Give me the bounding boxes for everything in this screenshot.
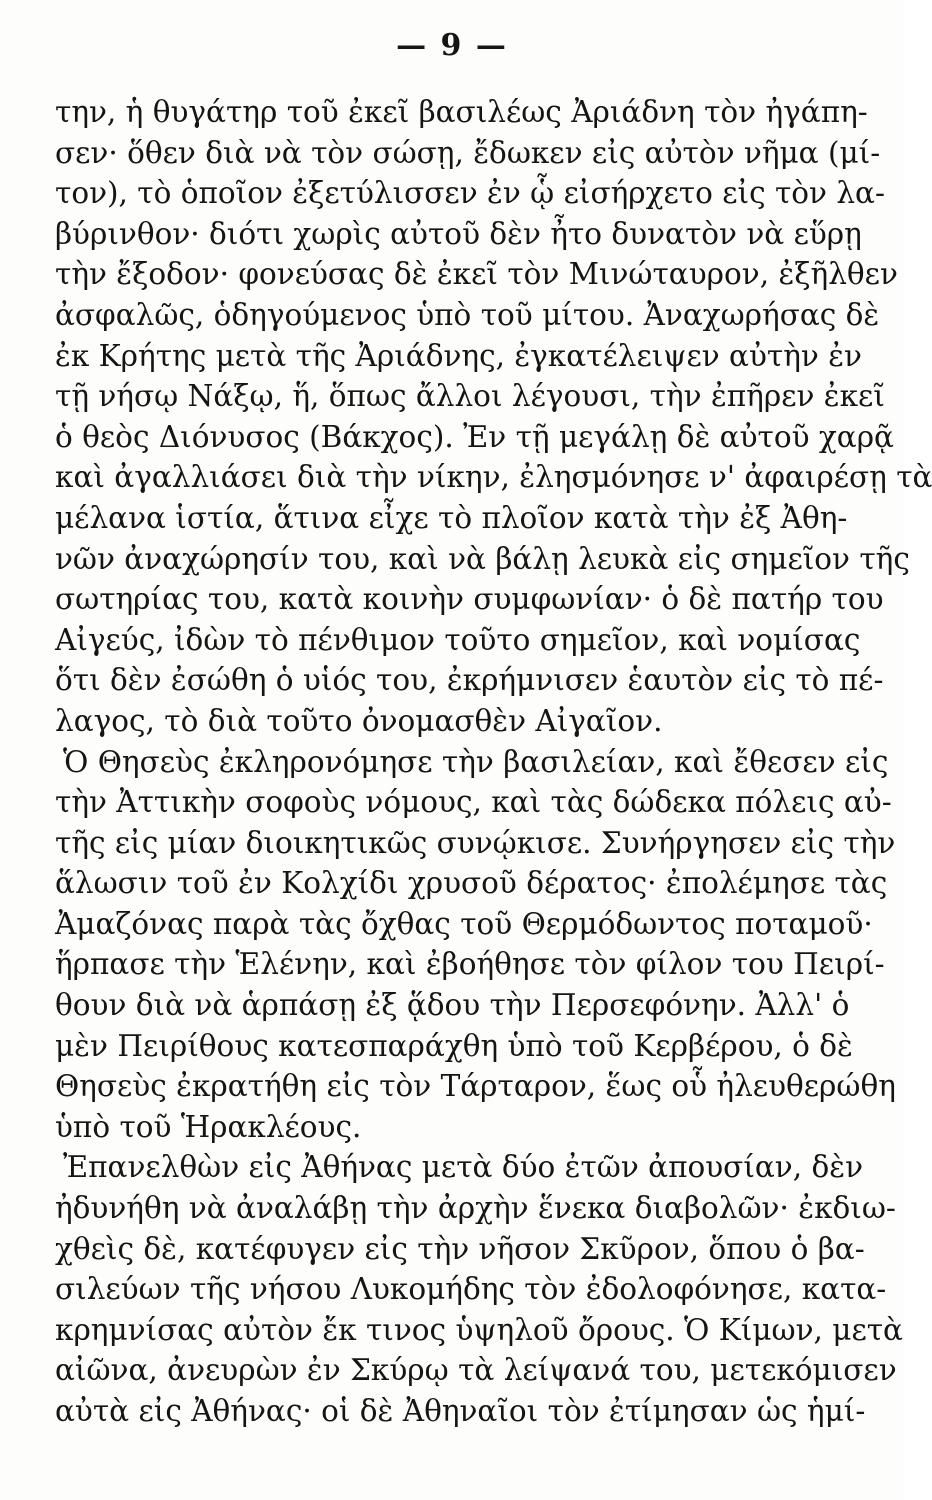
text-line: χθεὶς δὲ, κατέφυγεν εἰς τὴν νῆσον Σκῦρον, ὅπου ὁ βα-	[55, 1231, 865, 1266]
page-number: — 9 —	[396, 28, 508, 63]
text-line: νῶν ἀναχώρησίν του, καὶ νὰ βάλῃ λευκὰ εἰς σημεῖον τῆς	[55, 541, 910, 576]
paragraph-theseus-reign	[55, 742, 896, 1148]
text-line: τῇ νήσῳ Νάξῳ, ἥ, ὅπως ἄλλοι λέγουσι, τὴν ἐπῆρεν ἐκεῖ	[55, 379, 885, 414]
text-line: θουν διὰ νὰ ἁρπάσῃ ἐξ ᾅδου τὴν Περσεφόνην. Ἀλλ' ὁ	[55, 988, 850, 1023]
text-line: ἠδυνήθη νὰ ἀναλάβῃ τὴν ἀρχὴν ἕνεκα διαβολῶν· ἐκδιω-	[55, 1191, 896, 1226]
text-line: ἅλωσιν τοῦ ἐν Κολχίδι χρυσοῦ δέρατος· ἐπολέμησε τὰς	[55, 866, 888, 901]
paragraph-theseus-exile	[55, 1147, 903, 1431]
text-line: την, ἡ θυγάτηρ τοῦ ἐκεῖ βασιλέως Ἀριάδνη τὸν ἠγάπη-	[55, 95, 868, 129]
text-line: τῆς εἰς μίαν διοικητικῶς συνῴκισε. Συνήργησεν εἰς τὴν	[55, 825, 896, 860]
text-line: λαγος, τὸ διὰ τοῦτο ὀνομασθὲν Αἰγαῖον.	[55, 703, 663, 738]
text-line: τὴν ἔξοδον· φονεύσας δὲ ἐκεῖ τὸν Μινώταυρον, ἐξῆλθεν	[55, 257, 898, 292]
text-line: Ἐπανελθὼν εἰς Ἀθήνας μετὰ δύο ἐτῶν ἀπουσίαν, δὲν	[63, 1150, 864, 1185]
text-line: αὐτὰ εἰς Ἀθήνας· οἱ δὲ Ἀθηναῖοι τὸν ἐτίμησαν ὡς ἡμί-	[55, 1394, 866, 1428]
text-line: Αἰγεύς, ἰδὼν τὸ πένθιμον τοῦτο σημεῖον, καὶ νομίσας	[55, 622, 861, 657]
text-line: ὑπὸ τοῦ Ἡρακλέους.	[55, 1109, 362, 1144]
text-line: σιλεύων τῆς νήσου Λυκομήδης τὸν ἐδολοφόνησε, κατα-	[55, 1272, 887, 1307]
text-line: Ὁ Θησεὺς ἐκληρονόμησε τὴν βασιλείαν, καὶ ἔθεσεν εἰς	[63, 744, 889, 779]
text-line: τὴν Ἀττικὴν σοφοὺς νόμους, καὶ τὰς δώδεκα πόλεις αὐ-	[55, 785, 892, 820]
text-line: βύρινθον· διότι χωρὶς αὐτοῦ δὲν ἦτο δυνατὸν νὰ εὕρῃ	[55, 216, 862, 251]
text-line: Ἀμαζόνας παρὰ τὰς ὄχθας τοῦ Θερμόδωντος ποταμοῦ·	[55, 906, 873, 941]
text-line: κρημνίσας αὐτὸν ἔκ τινος ὑψηλοῦ ὄρους. Ὁ Κίμων, μετὰ	[55, 1312, 903, 1347]
paragraph-theseus-labyrinth	[55, 92, 932, 742]
text-line: σωτηρίας του, κατὰ κοινὴν συμφωνίαν· ὁ δὲ πατήρ του	[55, 582, 884, 617]
body-text	[55, 92, 932, 1432]
text-line: ἀσφαλῶς, ὁδηγούμενος ὑπὸ τοῦ μίτου. Ἀναχωρήσας δὲ	[55, 297, 880, 332]
text-line: ὁ θεὸς Διόνυσος (Βάκχος). Ἐν τῇ μεγάλῃ δὲ αὐτοῦ χαρᾷ	[55, 419, 894, 454]
text-line: ἐκ Κρήτης μετὰ τῆς Ἀριάδνης, ἐγκατέλειψεν αὐτὴν ἐν	[55, 338, 862, 373]
text-line: τον), τὸ ὁποῖον ἐξετύλισσεν ἐν ᾧ εἰσήρχετο εἰς τὸν λα-	[55, 176, 885, 211]
text-line: αἰῶνα, ἀνευρὼν ἐν Σκύρῳ τὰ λείψανά του, μετεκόμισεν	[55, 1353, 897, 1388]
text-line: καὶ ἀγαλλιάσει διὰ τὴν νίκην, ἐλησμόνησε ν' ἀφαιρέσῃ τὰ	[55, 460, 932, 495]
text-line: ἥρπασε τὴν Ἑλένην, καὶ ἐβοήθησε τὸν φίλον του Πειρί-	[55, 947, 885, 982]
text-line: μέλανα ἱστία, ἅτινα εἶχε τὸ πλοῖον κατὰ τὴν ἐξ Ἀθη-	[55, 500, 848, 535]
text-line: μὲν Πειρίθους κατεσπαράχθη ὑπὸ τοῦ Κερβέρου, ὁ δὲ	[55, 1028, 853, 1063]
text-line: σεν· ὅθεν διὰ νὰ τὸν σώσῃ, ἔδωκεν εἰς αὐτὸν νῆμα (μί-	[55, 135, 881, 170]
text-line: Θησεὺς ἐκρατήθη εἰς τὸν Τάρταρον, ἕως οὗ ἠλευθερώθη	[55, 1069, 896, 1104]
text-line: ὅτι δὲν ἐσώθη ὁ υἱός του, ἐκρήμνισεν ἑαυτὸν εἰς τὸ πέ-	[55, 663, 884, 698]
